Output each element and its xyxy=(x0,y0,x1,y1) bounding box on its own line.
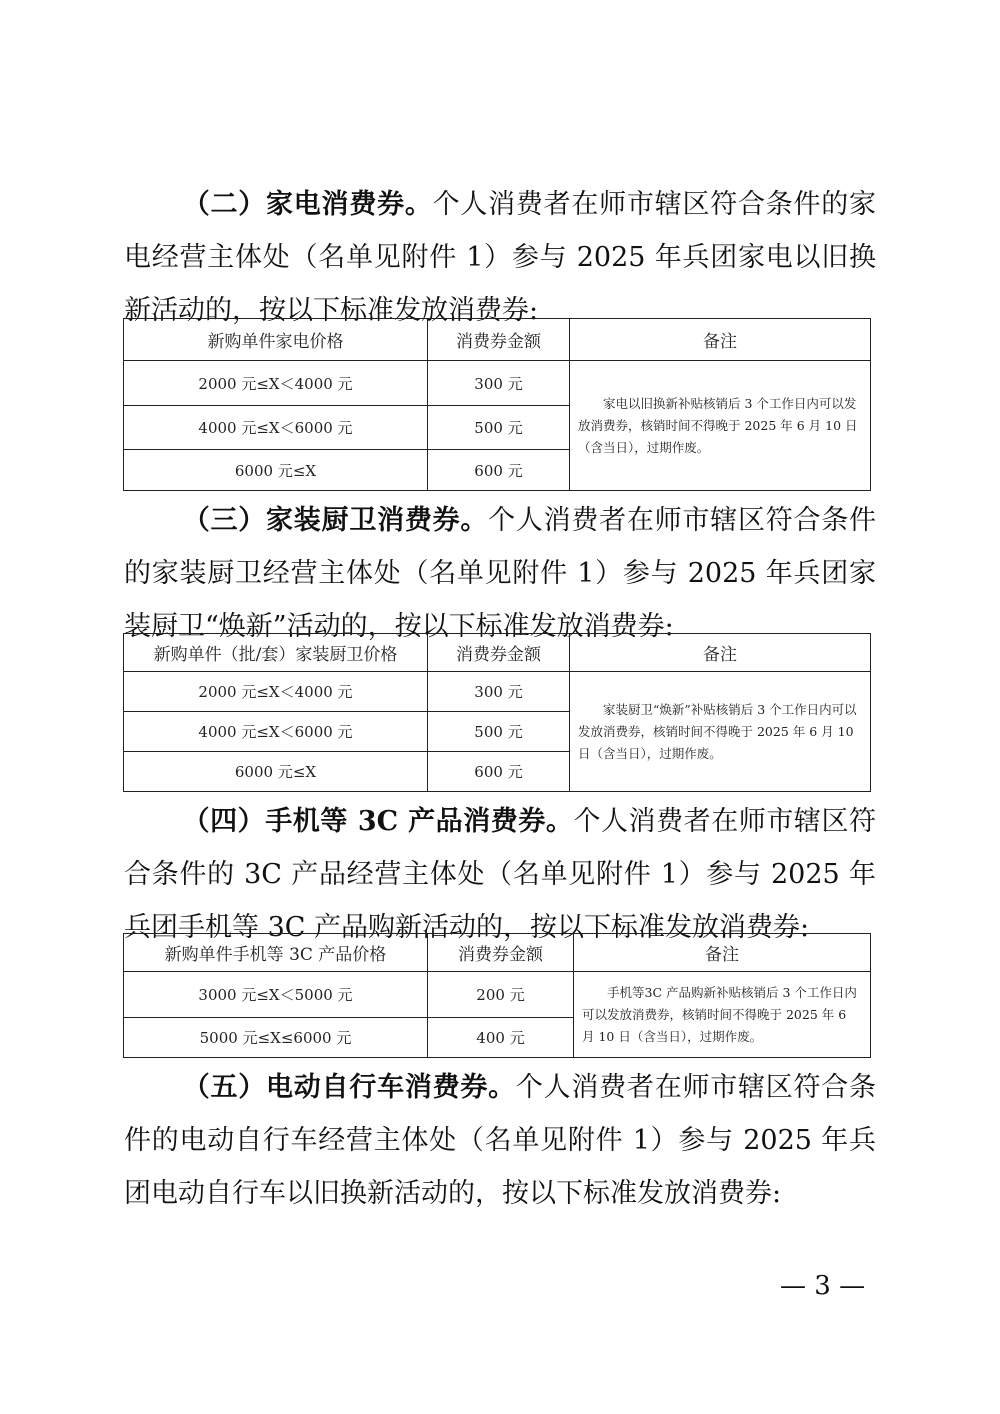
amount-cell: 300 元 xyxy=(428,361,570,406)
table-header-price: 新购单件手机等 3C 产品价格 xyxy=(124,934,428,972)
table-header-amount: 消费券金额 xyxy=(428,934,574,972)
amount-cell: 500 元 xyxy=(428,406,570,450)
amount-cell: 300 元 xyxy=(428,672,570,712)
section-2-heading: （二）家电消费券。 xyxy=(182,189,433,220)
price-cell: 2000 元≤X＜4000 元 xyxy=(124,672,428,712)
amount-cell: 400 元 xyxy=(428,1018,574,1058)
table-header-note: 备注 xyxy=(570,319,871,361)
section-5-body: 个人消费者在师市辖区符合条件的电动自行车经营主体处（名单见附件 1）参与 2025 年兵团电动自行车以旧换新活动的，按以下标准发放消费券: xyxy=(124,1072,877,1209)
table-header-note: 备注 xyxy=(570,634,871,672)
section-3-heading: （三）家装厨卫消费券。 xyxy=(182,505,489,536)
section-3-paragraph xyxy=(124,494,876,653)
price-cell: 6000 元≤X xyxy=(124,450,428,491)
section-4-body: 个人消费者在师市辖区符合条件的 3C 产品经营主体处（名单见附件 1）参与 2025 年兵团手机等 3C 产品购新活动的，按以下标准发放消费券: xyxy=(124,806,877,943)
section-2-paragraph xyxy=(124,178,876,337)
table-header-amount: 消费券金额 xyxy=(428,319,570,361)
section-2-body: 个人消费者在师市辖区符合条件的家电经营主体处（名单见附件 1）参与 2025 年兵团家电以旧换新活动的，按以下标准发放消费券: xyxy=(124,189,877,326)
section-4-paragraph xyxy=(124,795,876,954)
amount-cell: 600 元 xyxy=(428,752,570,792)
table-header-amount: 消费券金额 xyxy=(428,634,570,672)
section-5-heading: （五）电动自行车消费券。 xyxy=(182,1072,516,1103)
price-cell: 3000 元≤X＜5000 元 xyxy=(124,972,428,1018)
page-number: — 3 — xyxy=(780,1271,866,1301)
table-row xyxy=(124,361,871,406)
note-cell: 家电以旧换新补贴核销后 3 个工作日内可以发放消费券，核销时间不得晚于 2025 年 6 月 10 日（含当日），过期作废。 xyxy=(570,361,871,491)
table-row xyxy=(124,972,871,1018)
table-row xyxy=(124,672,871,712)
price-cell: 6000 元≤X xyxy=(124,752,428,792)
note-cell: 手机等3C 产品购新补贴核销后 3 个工作日内可以发放消费券，核销时间不得晚于 2025 年 6 月 10 日（含当日），过期作废。 xyxy=(574,972,871,1058)
table-header-price: 新购单件家电价格 xyxy=(124,319,428,361)
amount-cell: 600 元 xyxy=(428,450,570,491)
price-cell: 4000 元≤X＜6000 元 xyxy=(124,406,428,450)
section-5-paragraph xyxy=(124,1061,876,1220)
price-cell: 5000 元≤X≤6000 元 xyxy=(124,1018,428,1058)
section-4-heading: （四）手机等 3C 产品消费券。 xyxy=(182,806,574,837)
amount-cell: 500 元 xyxy=(428,712,570,752)
table-header-note: 备注 xyxy=(574,934,871,972)
amount-cell: 200 元 xyxy=(428,972,574,1018)
section-3-table xyxy=(123,633,871,792)
table-header-price: 新购单件（批/套）家装厨卫价格 xyxy=(124,634,428,672)
price-cell: 2000 元≤X＜4000 元 xyxy=(124,361,428,406)
note-cell: 家装厨卫“焕新”补贴核销后 3 个工作日内可以发放消费券，核销时间不得晚于 2025 年 6 月 10 日（含当日），过期作废。 xyxy=(570,672,871,792)
price-cell: 4000 元≤X＜6000 元 xyxy=(124,712,428,752)
section-3-body: 个人消费者在师市辖区符合条件的家装厨卫经营主体处（名单见附件 1）参与 2025 年兵团家装厨卫“焕新”活动的，按以下标准发放消费券: xyxy=(124,505,877,642)
section-4-table xyxy=(123,933,871,1058)
section-2-table xyxy=(123,318,871,491)
